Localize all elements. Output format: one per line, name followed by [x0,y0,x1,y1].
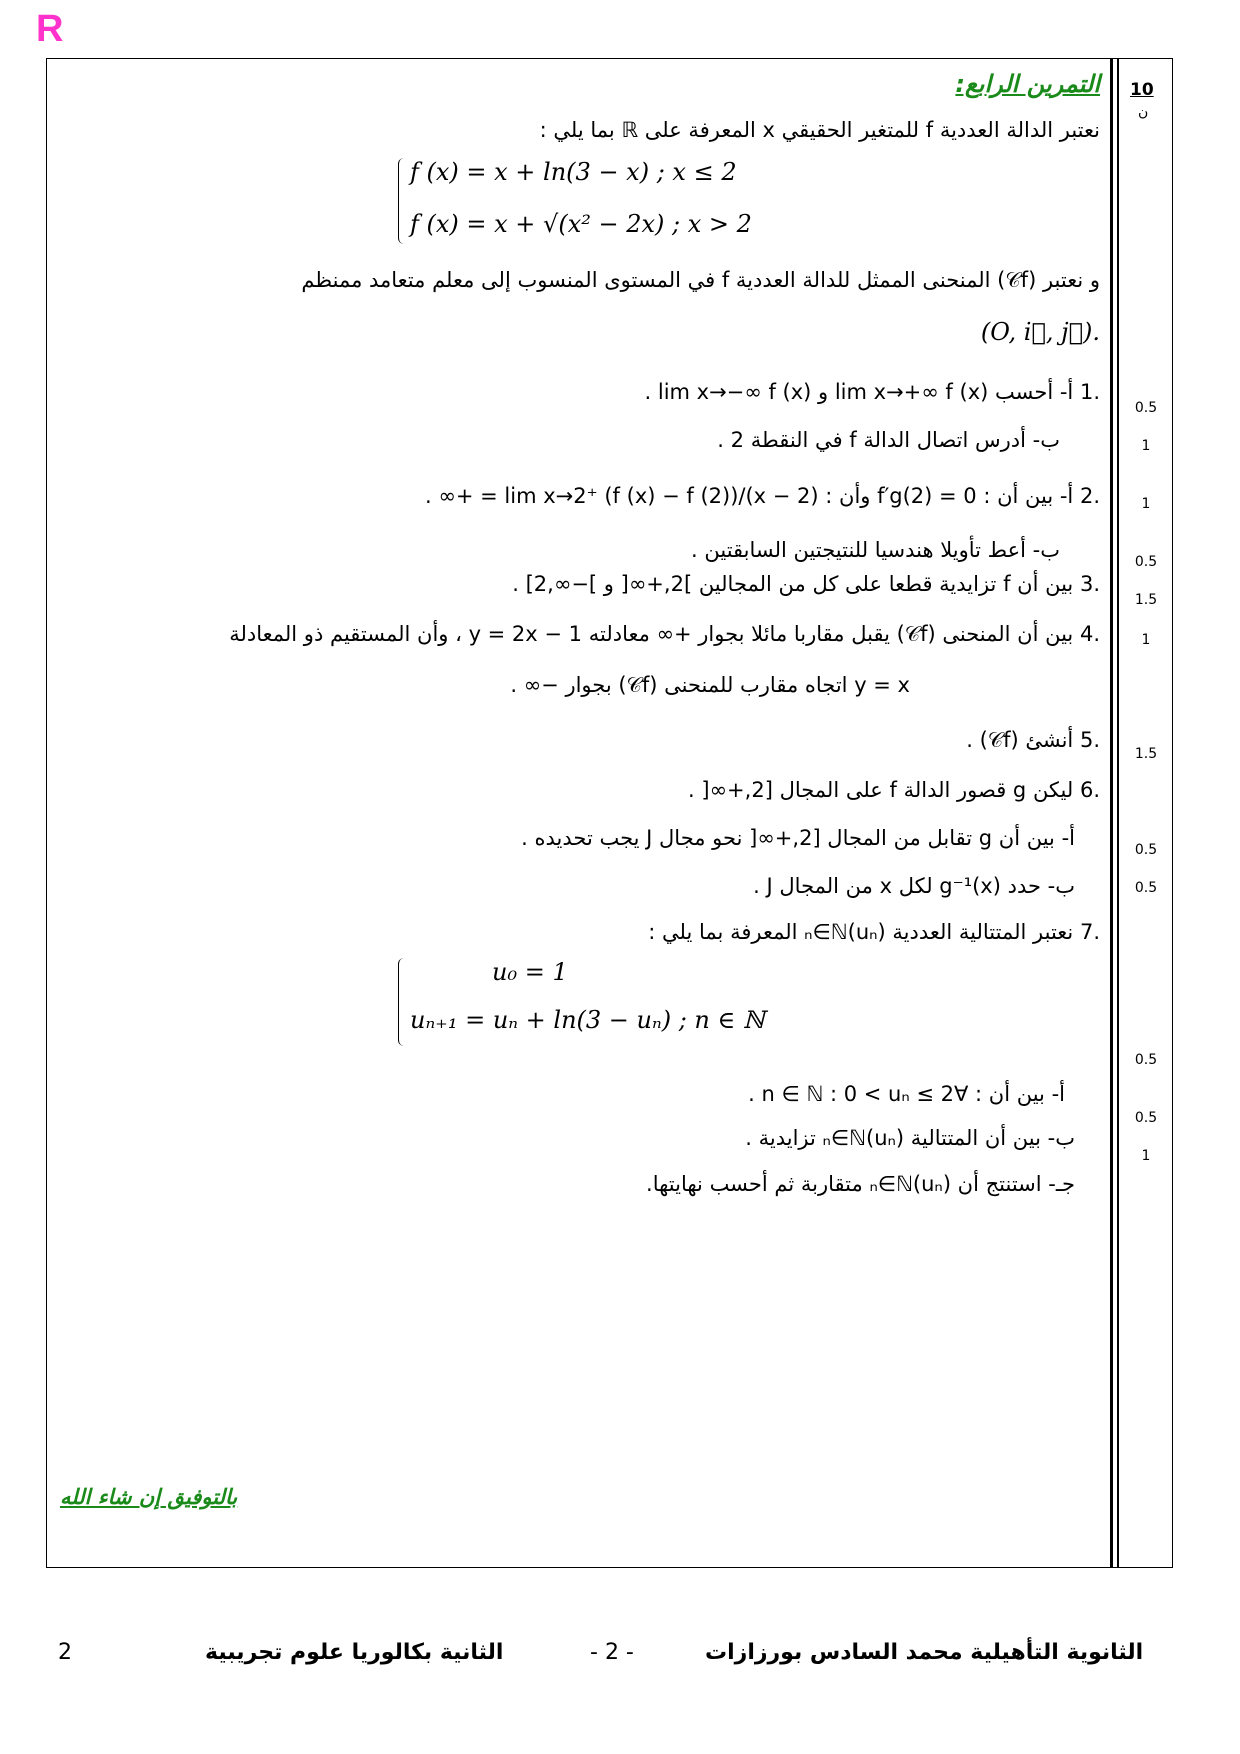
question-5: .5 أنشئ (𝒞f) . [966,728,1100,752]
exercise-title: التمرين الرابع: [955,70,1100,98]
total-unit: ن [1138,104,1149,120]
question-6a: أ- بين أن g تقابل من المجال [2,+∞[ نحو مجال J يجب تحديده . [521,826,1075,850]
points-q2a: 1 [1141,496,1151,512]
question-7: .7 نعتبر المتتالية العددية (uₙ)ₙ∈ℕ المعرفة بما يلي : [648,920,1100,944]
points-q6b: 0.5 [1134,880,1158,896]
curve-text: و نعتبر (𝒞f) المنحنى الممثل للدالة العددية f في المستوى المنسوب إلى معلم متعامد ممنظم [301,268,1100,292]
points-q3: 1.5 [1134,592,1158,608]
question-3: .3 بين أن f تزايدية قطعا على كل من المجالين ]2,+∞[ و ]−∞,2] . [512,572,1100,596]
points-q1a: 0.5 [1134,400,1158,416]
system-brace-u [398,958,407,1046]
points-q7a: 0.5 [1134,1052,1158,1068]
footer-school: الثانوية التأهيلية محمد السادس بورزازات [705,1640,1144,1665]
closing-wish: بالتوفيق إن شاء الله [60,1485,238,1509]
logo: R [36,8,64,50]
question-2b: ب- أعط تأويلا هندسيا للنتيجتين السابقتين . [691,538,1060,562]
column-divider-inner [1117,58,1119,1568]
system-brace [398,158,407,244]
footer-page-number: 2 [58,1640,72,1665]
question-2a: .2 أ- بين أن : f′g(2) = 0 وأن : lim x→2⁺ (f (x) − f (2))/(x − 2) = +∞ . [425,484,1100,508]
system-u-line1: u₀ = 1 [492,958,568,986]
question-7c: جـ- استنتج أن (uₙ)ₙ∈ℕ متقاربة ثم أحسب نهايتها. [646,1172,1075,1196]
question-7a: أ- بين أن : ∀n ∈ ℕ : 0 < uₙ ≤ 2 . [748,1082,1065,1106]
system-f-line1: f (x) = x + ln(3 − x) ; x ≤ 2 [410,158,737,186]
points-q2b: 0.5 [1134,554,1158,570]
points-q7b: 0.5 [1134,1110,1158,1126]
question-1b: ب- أدرس اتصال الدالة f في النقطة 2 . [717,428,1060,452]
footer-level: الثانية بكالوريا علوم تجريبية [205,1640,504,1665]
question-7b: ب- بين أن المتتالية (uₙ)ₙ∈ℕ تزايدية . [745,1126,1075,1150]
frame-text: .(O, i⃗, j⃗) [980,318,1100,346]
question-4a: .4 بين أن المنحنى (𝒞f) يقبل مقاربا مائلا بجوار +∞ معادلته y = 2x − 1 ، وأن المستقيم ذو المعادلة [229,622,1100,646]
points-q4: 1 [1141,632,1151,648]
total-points: 10 [1130,80,1154,100]
column-divider [1110,58,1113,1568]
question-4b: y = x اتجاه مقارب للمنحنى (𝒞f) بجوار −∞ . [510,673,910,697]
footer-page-center: - 2 - [590,1640,634,1665]
question-1a: .1 أ- أحسب lim x→+∞ f (x) و lim x→−∞ f (x) . [644,380,1100,404]
system-f-line2: f (x) = x + √(x² − 2x) ; x > 2 [410,210,752,238]
points-q7c: 1 [1141,1148,1151,1164]
points-q1b: 1 [1141,438,1151,454]
points-q5: 1.5 [1134,746,1158,762]
intro-text: نعتبر الدالة العددية f للمتغير الحقيقي x المعرفة على ℝ بما يلي : [539,118,1100,142]
system-u-line2: uₙ₊₁ = uₙ + ln(3 − uₙ) ; n ∈ ℕ [410,1006,765,1034]
question-6b: ب- حدد g⁻¹(x) لكل x من المجال J . [753,874,1075,898]
question-6: .6 ليكن g قصور الدالة f على المجال [2,+∞[ . [688,778,1100,802]
points-q6a: 0.5 [1134,842,1158,858]
